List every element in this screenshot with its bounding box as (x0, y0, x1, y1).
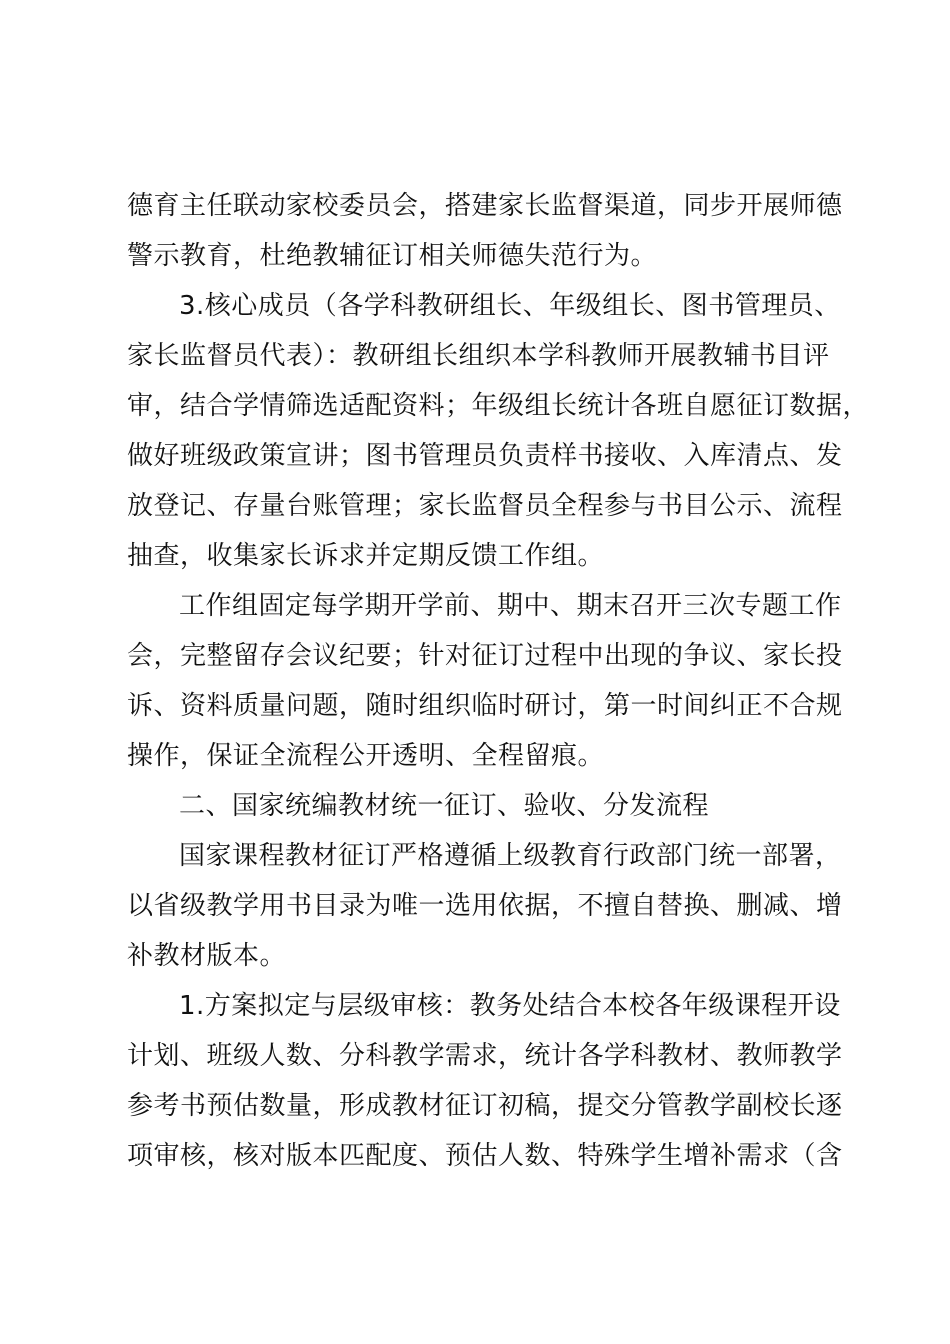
section-heading: 二、国家统编教材统一征订、验收、分发流程 (179, 791, 710, 821)
text-line: 操作，保证全流程公开透明、全程留痕。 (127, 741, 605, 771)
paragraph-start-line: 国家课程教材征订严格遵循上级教育行政部门统一部署， (179, 841, 842, 871)
text-line: 参考书预估数量，形成教材征订初稿，提交分管教学副校长逐 (127, 1091, 843, 1121)
paragraph-start-line: 3.核心成员（各学科教研组长、年级组长、图书管理员、 (179, 291, 841, 321)
text-line: 项审核，核对版本匹配度、预估人数、特殊学生增补需求（含 (127, 1141, 843, 1171)
text-line: 诉、资料质量问题，随时组织临时研讨，第一时间纠正不合规 (127, 691, 843, 721)
text-line: 警示教育，杜绝教辅征订相关师德失范行为。 (127, 241, 658, 271)
text-line: 计划、班级人数、分科教学需求，统计各学科教材、教师教学 (127, 1041, 843, 1071)
text-line: 补教材版本。 (127, 941, 287, 971)
text-line: 德育主任联动家校委员会，搭建家长监督渠道，同步开展师德 (127, 191, 843, 221)
text-line: 做好班级政策宣讲；图书管理员负责样书接收、入库清点、发 (127, 441, 843, 471)
text-line: 会，完整留存会议纪要；针对征订过程中出现的争议、家长投 (127, 641, 843, 671)
text-line: 放登记、存量台账管理；家长监督员全程参与书目公示、流程 (127, 491, 843, 521)
text-line: 审，结合学情筛选适配资料；年级组长统计各班自愿征订数据， (127, 391, 870, 421)
text-line: 家长监督员代表）：教研组长组织本学科教师开展教辅书目评 (127, 341, 830, 371)
paragraph-start-line: 1.方案拟定与层级审核：教务处结合本校各年级课程开设 (179, 991, 841, 1021)
paragraph-start-line: 工作组固定每学期开学前、期中、期末召开三次专题工作 (179, 591, 842, 621)
text-line: 抽查，收集家长诉求并定期反馈工作组。 (127, 541, 605, 571)
document-body (127, 181, 870, 1181)
text-line: 以省级教学用书目录为唯一选用依据，不擅自替换、删减、增 (127, 891, 843, 921)
